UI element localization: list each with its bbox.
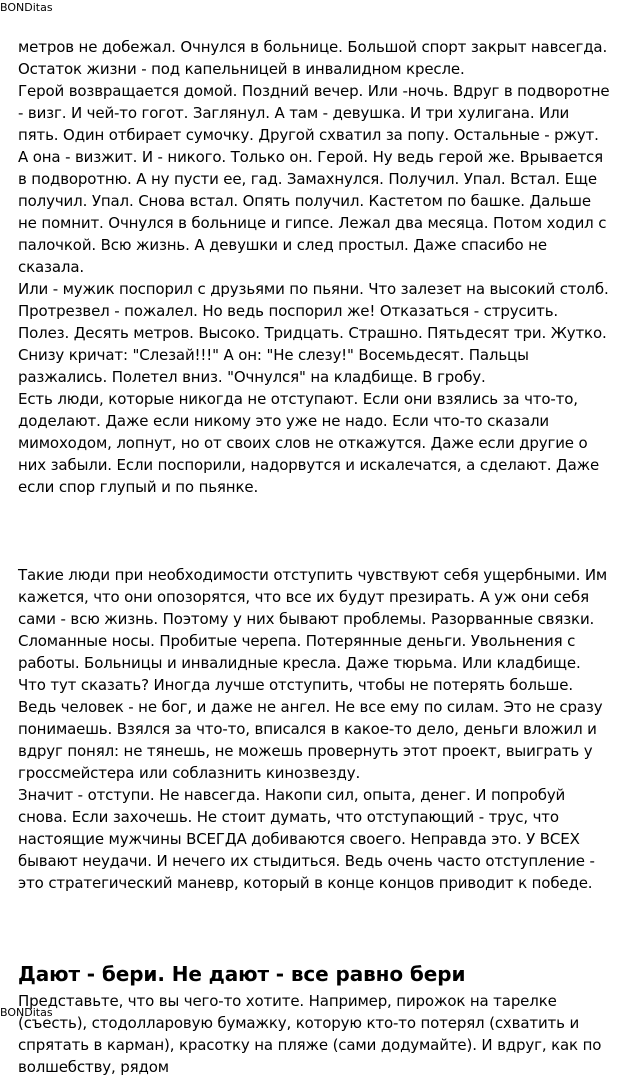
paragraph: метров не добежал. Очнулся в больнице. Большой спорт закрыт навсегда. Остаток жизни - под капельницей в инвалидном кресле.: [18, 38, 608, 78]
section-heading: Дают - бери. Не дают - все равно бери: [18, 962, 466, 986]
paragraph: Есть люди, которые никогда не отступают. Если они взялись за что-то, доделают. Даже если никому это уже не надо. Если что-то сказали мимоходом, лопнут, но от своих слов не откажутся. Даже если другие о них забыли. Если поспорили, надорвутся и искалечатся, а сделают. Даже если спор глупый и по пьянке.: [18, 390, 600, 496]
text-block-1: [18, 36, 612, 498]
document-body: [18, 36, 612, 1078]
page-footer-label: BONDitas: [0, 1006, 53, 1019]
paragraph: Значит - отступи. Не навсегда. Накопи сил, опыта, денег. И попробуй снова. Если захочешь. Не стоит думать, что отступающий - трус, что настоящие мужчины ВСЕГДА добиваются своего. Неправда это. У ВСЕХ бывают неудачи. И нечего их стыдиться. Ведь очень часто отступление - это стратегический маневр, который в конце концов приводит к победе.: [18, 786, 595, 892]
paragraph: Что тут сказать? Иногда лучше отступить, чтобы не потерять больше. Ведь человек - не бог, и даже не ангел. Не все ему по силам. Это не сразу понимаешь. Взялся за что-то, вписался в какое-то дело, деньги вложил и вдруг понял: не тянешь, не можешь провернуть этот проект, выиграть у гроссмейстера или соблазнить кинозвезду.: [18, 676, 603, 782]
paragraph: Такие люди при необходимости отступить чувствуют себя ущербными. Им кажется, что они опозорятся, что все их будут презирать. А уж они себя сами - всю жизнь. Поэтому у них бывают проблемы. Разорванные связки. Сломанные носы. Пробитые черепа. Потерянные деньги. Увольнения с работы. Больницы и инвалидные кресла. Даже тюрьма. Или кладбище.: [18, 566, 608, 672]
spacer: [18, 498, 612, 564]
paragraph: Представьте, что вы чего-то хотите. Например, пирожок на тарелке (съесть), стодолларовую бумажку, которую кто-то потерял (схватить и спрятать в карман), красотку на пляже (сами додумайте). И вдруг, как по волшебству, рядом: [18, 992, 602, 1076]
spacer: [18, 894, 612, 960]
text-block-2: [18, 564, 612, 894]
page-header-label: BONDitas: [0, 1, 53, 14]
paragraph: Герой возвращается домой. Поздний вечер. Или -ночь. Вдруг в подворотне - визг. И чей-то гогот. Заглянул. А там - девушка. И три хулигана. Или пять. Один отбирает сумочку. Другой схватил за попу. Остальные - ржут. А она - визжит. И - никого. Только он. Герой. Ну ведь герой же. Врывается в подворотню. А ну пусти ее, гад. Замахнулся. Получил. Упал. Встал. Еще получил. Упал. Снова встал. Опять получил. Кастетом по башке. Дальше не помнит. Очнулся в больнице и гипсе. Лежал два месяца. Потом ходил с палочкой. Всю жизнь. А девушки и след простыл. Даже спасибо не сказала.: [18, 82, 610, 276]
paragraph: Или - мужик поспорил с друзьями по пьяни. Что залезет на высокий столб. Протрезвел - пожалел. Но ведь поспорил же! Отказаться - струсить. Полез. Десять метров. Высоко. Тридцать. Страшно. Пятьдесят три. Жутко. Снизу кричат: "Слезай!!!" А он: "Не слезу!" Восемьдесят. Пальцы разжались. Полетел вниз. "Очнулся" на кладбище. В гробу.: [18, 280, 609, 386]
